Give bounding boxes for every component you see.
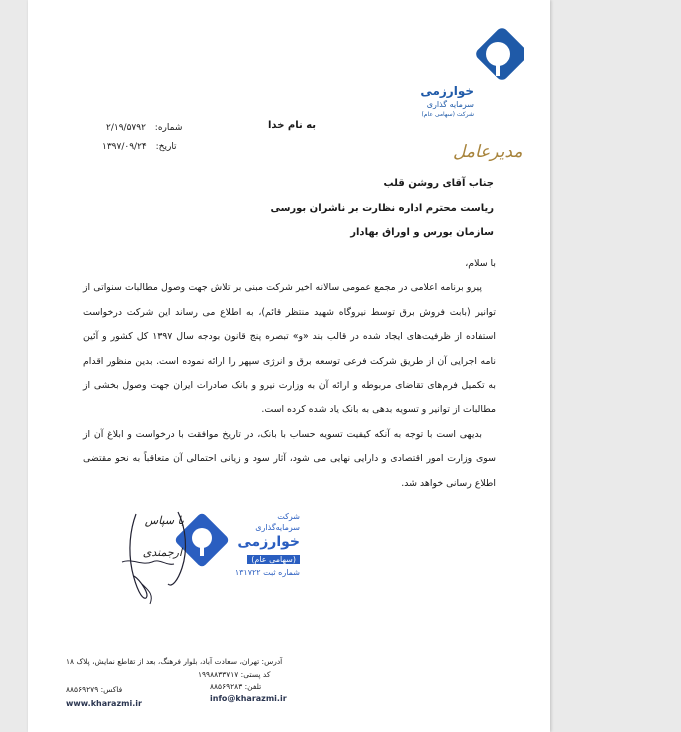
letter-body <box>83 252 496 496</box>
stamp-company-name: خوارزمی <box>237 534 300 550</box>
managing-director-title: مدیرعامل <box>453 142 523 162</box>
letter-date <box>102 142 177 152</box>
signature-closing: با سپاس <box>144 514 184 527</box>
recipient-name: جناب آقای روشن قلب <box>383 178 494 189</box>
signature-block <box>102 510 194 610</box>
footer-address: آدرس: تهران، سعادت آباد، بلوار فرهنگ، بعد از تقاطع نمایش، پلاک ۱۸ <box>66 657 283 666</box>
stamp-line-2: سرمایه‌گذاری <box>255 523 300 532</box>
signature-name: ارجمندی <box>142 546 182 559</box>
recipient-position: ریاست محترم اداره نظارت بر ناشران بورسی <box>270 203 494 214</box>
number-value: ۲/۱۹/۵۷۹۲ <box>106 123 146 133</box>
body-paragraph-2: بدیهی است با توجه به آنکه کیفیت تسویه حساب با بانک، در تاریخ موافقت با درخواست و ابلاغ آن از سوی وزارت امور اقتصادی و دارایی نهایی می شود، آثار سود و زیانی احتمالی آن متعاقباً به نحو مقتضی اطلاع رسانی خواهد شد. <box>83 428 496 489</box>
logo-subtitle: سرمایه گذاری <box>426 100 474 109</box>
greeting: با سلام، <box>465 258 496 269</box>
footer-website[interactable]: www.kharazmi.ir <box>66 699 142 708</box>
letter-page <box>28 0 550 732</box>
footer-fax: فاکس: ۸۸۵۶۹۲۷۹ <box>66 685 123 694</box>
number-label: شماره: <box>154 123 183 133</box>
stamp-badge: (سهامی عام) <box>247 555 300 564</box>
stamp-registration: شماره ثبت ۱۳۱۷۲۲ <box>234 568 300 577</box>
recipient-organization: سازمان بورس و اوراق بهادار <box>350 227 494 238</box>
body-paragraph-1: پیرو برنامه اعلامی در مجمع عمومی سالانه اخیر شرکت مبنی بر تلاش جهت وصول مطالبات سنواتی از توانیر (بابت فروش برق توسط نیروگاه شهید منتظر قائم)، به اطلاع می رساند این شرکت درخواست استفاده از ظرفیت‌های ایجاد شده در قالب بند «و» تبصره پنج قانون بودجه سال ۱۳۹۷ کل کشور و آئین نامه اجرایی آن از طریق شرکت فرعی توسعه برق و انرژی سپهر را ارائه نموده است. بدین منظور اقدام به تکمیل فرم‌های تقاضای مربوطه و ارائه آن به وزارت نیرو و بانک صادرات ایران جهت وصول بخشی از مطالبات از توانیر و تسویه بدهی به بانک یاد شده کرده است. <box>83 282 496 416</box>
logo-company-type: شرکت (سهامی عام) <box>421 111 474 118</box>
bismillah-heading: به نام خدا <box>268 120 317 131</box>
footer-phone: تلفن: ۸۸۵۶۹۲۸۳ <box>210 682 262 691</box>
date-value: ۱۳۹۷/۰۹/۲۴ <box>102 142 147 152</box>
footer-postal-code: کد پستی: ۱۹۹۸۸۳۳۷۱۷ <box>198 670 271 679</box>
logo-name: خوارزمی <box>420 84 474 98</box>
date-label: تاریخ: <box>155 142 177 152</box>
footer-email[interactable]: info@kharazmi.ir <box>210 694 287 703</box>
stamp-line-1: شرکت <box>277 512 300 521</box>
company-logo <box>414 28 524 120</box>
letter-number <box>106 123 182 133</box>
